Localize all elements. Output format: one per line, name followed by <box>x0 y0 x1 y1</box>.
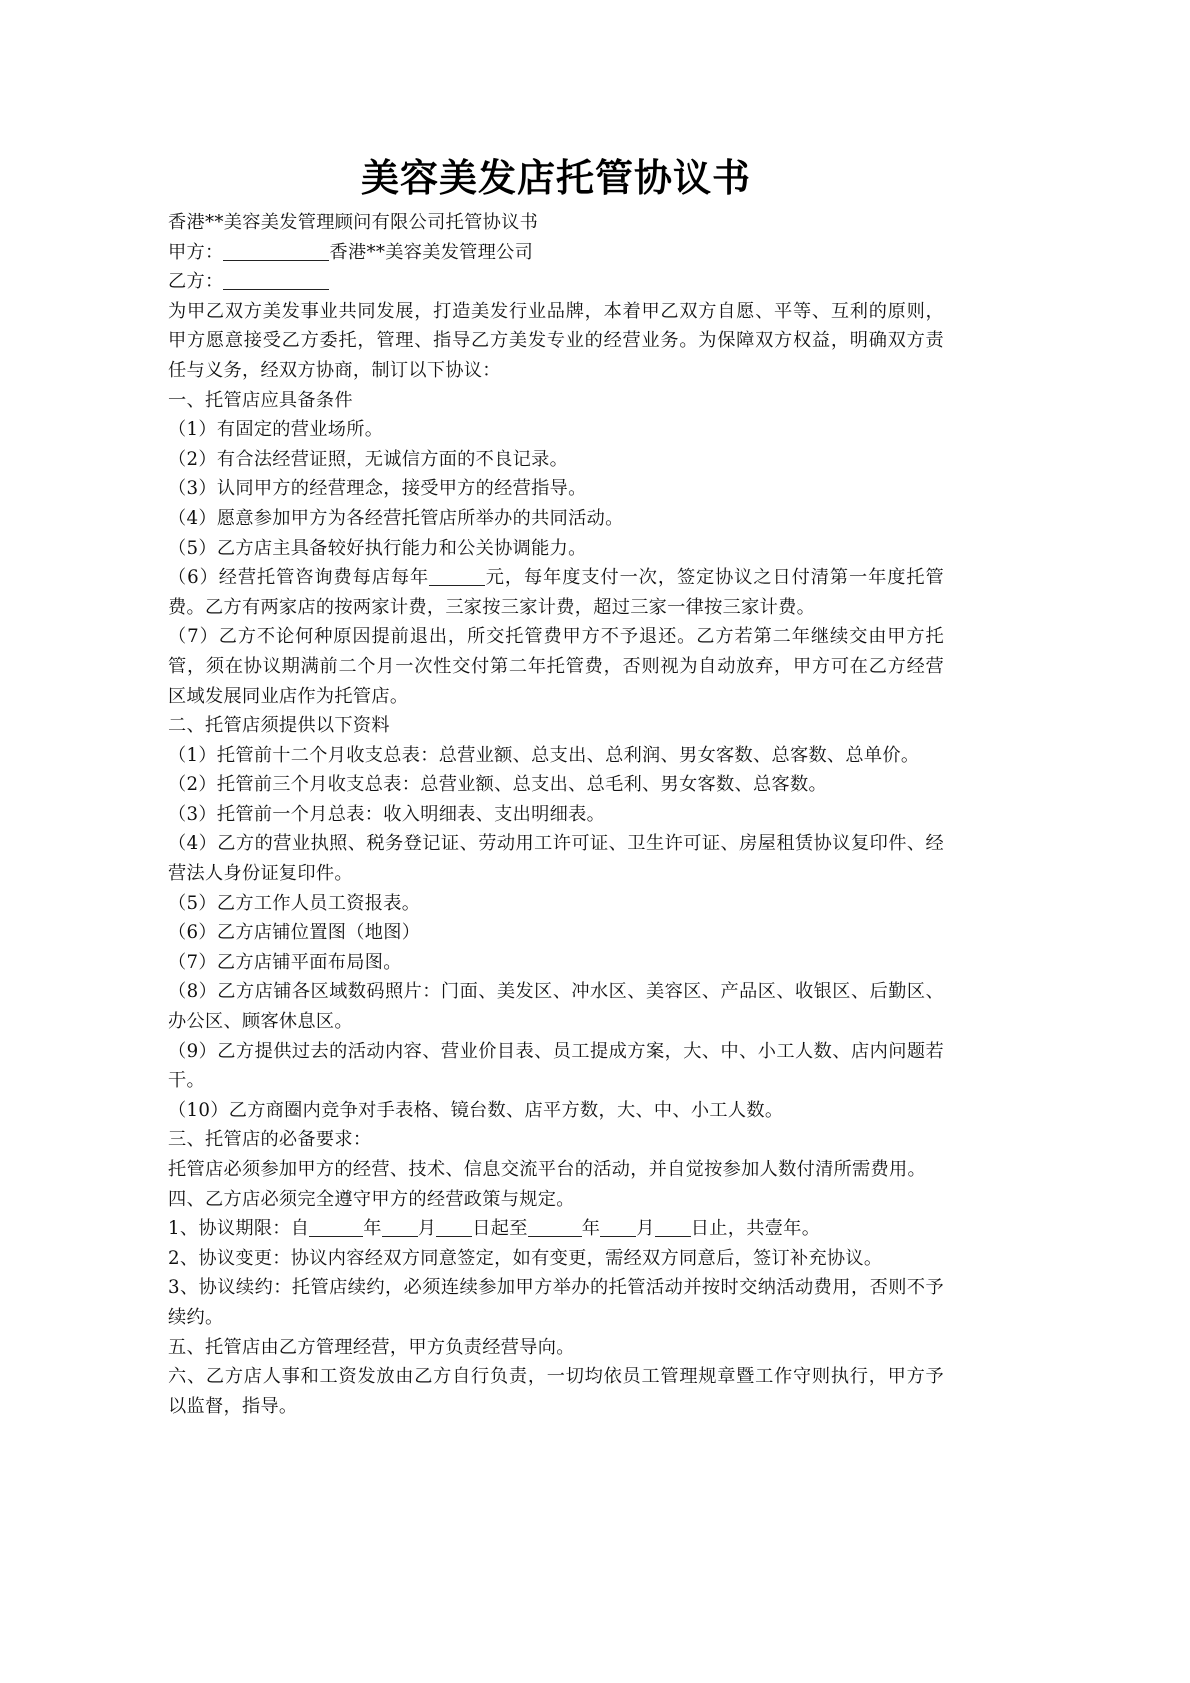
section-2-heading: 二、托管店须提供以下资料 <box>168 715 390 737</box>
section-3-body: 托管店必须参加甲方的经营、技术、信息交流平台的活动，并自觉按参加人数付清所需费用。 <box>168 1159 926 1180</box>
party-b-line <box>168 267 944 297</box>
document-page <box>168 150 944 1421</box>
term-month-2: 月 <box>636 1218 655 1240</box>
party-a-blank <box>223 240 329 261</box>
agreement-renewal-clause: 3、协议续约：托管店续约，必须连续参加甲方举办的托管活动并按时交纳活动费用，否则不予续约。 <box>168 1277 944 1328</box>
start-year-blank <box>309 1216 363 1237</box>
term-year-1: 年 <box>363 1218 382 1240</box>
section-4-heading: 四、乙方店必须完全遵守甲方的经营政策与规定。 <box>168 1188 575 1210</box>
section-5-heading: 五、托管店由乙方管理经营，甲方负责经营导向。 <box>168 1336 575 1358</box>
section-1-item: （3）认同甲方的经营理念，接受甲方的经营指导。 <box>168 478 587 500</box>
term-day-1: 日起至 <box>472 1218 528 1240</box>
section-1-item: （1）有固定的营业场所。 <box>168 419 384 441</box>
section-1-item: （4）愿意参加甲方为各经营托管店所举办的共同活动。 <box>168 507 624 529</box>
preamble-paragraph: 为甲乙双方美发事业共同发展，打造美发行业品牌，本着甲乙双方自愿、平等、互利的原则，甲方愿意接受乙方委托，管理、指导乙方美发专业的经营业务。为保障双方权益，明确双方责任与义务，经双方协商，制订以下协议： <box>168 300 944 381</box>
agreement-term-line <box>168 1214 944 1244</box>
fee-text-after: 元，每年度支付一次，签定协议之日付清第一年度托管费。乙方有两家店的按两家计费，三家按三家计费，超过三家一律按三家计费。 <box>168 567 945 618</box>
section-2-item: （2）托管前三个月收支总表：总营业额、总支出、总毛利、男女客数、总客数。 <box>168 774 827 796</box>
section-1-item-withdrawal: （7）乙方不论何种原因提前退出，所交托管费甲方不予退还。乙方若第二年继续交由甲方托管，须在协议期满前二个月一次性交付第二年托管费，否则视为自动放弃，甲方可在乙方经营区域发展同业店作为托管店。 <box>168 626 944 707</box>
end-year-blank <box>528 1216 582 1237</box>
section-1-item: （5）乙方店主具备较好执行能力和公关协调能力。 <box>168 537 587 559</box>
party-b-blank <box>223 269 329 290</box>
section-1-item-fee <box>168 563 944 622</box>
section-1-item: （2）有合法经营证照，无诚信方面的不良记录。 <box>168 448 569 470</box>
section-3-heading: 三、托管店的必备要求： <box>168 1129 372 1151</box>
fee-text-before: （6）经营托管咨询费每店每年 <box>168 567 430 589</box>
section-2-item: （3）托管前一个月总表：收入明细表、支出明细表。 <box>168 803 606 825</box>
party-a-label: 甲方： <box>168 241 224 263</box>
section-2-item: （5）乙方工作人员工资报表。 <box>168 892 421 914</box>
document-title: 美容美发店托管协议书 <box>360 156 751 200</box>
end-month-blank <box>600 1216 636 1237</box>
section-2-item: （10）乙方商圈内竞争对手表格、镜台数、店平方数，大、中、小工人数。 <box>168 1099 784 1121</box>
term-label: 1、协议期限：自 <box>168 1218 310 1240</box>
section-2-item: （4）乙方的营业执照、税务登记证、劳动用工许可证、卫生许可证、房屋租赁协议复印件、经营法人身份证复印件。 <box>168 833 944 885</box>
section-2-item: （9）乙方提供过去的活动内容、营业价目表、员工提成方案，大、中、小工人数、店内问题若干。 <box>168 1040 944 1092</box>
start-month-blank <box>382 1216 418 1237</box>
section-1-heading: 一、托管店应具备条件 <box>168 389 353 411</box>
section-2-item: （1）托管前十二个月收支总表：总营业额、总支出、总利润、男女客数、总客数、总单价。 <box>168 744 920 766</box>
start-day-blank <box>436 1216 472 1237</box>
section-2-item: （6）乙方店铺位置图（地图） <box>168 922 421 944</box>
section-2-item: （7）乙方店铺平面布局图。 <box>168 951 402 973</box>
section-2-item: （8）乙方店铺各区域数码照片：门面、美发区、冲水区、美容区、产品区、收银区、后勤区、办公区、顾客休息区。 <box>168 981 944 1033</box>
end-day-blank <box>655 1216 691 1237</box>
agreement-change-clause: 2、协议变更：协议内容经双方同意签定，如有变更，需经双方同意后，签订补充协议。 <box>168 1247 883 1269</box>
document-subtitle: 香港**美容美发管理顾问有限公司托管协议书 <box>168 212 539 233</box>
term-month-1: 月 <box>417 1218 437 1240</box>
party-a-line <box>168 238 944 268</box>
term-day-2: 日止，共壹年。 <box>690 1218 821 1240</box>
party-b-label: 乙方： <box>168 271 224 293</box>
fee-amount-blank <box>429 565 485 586</box>
term-year-2: 年 <box>581 1218 601 1240</box>
party-a-value: 香港**美容美发管理公司 <box>329 241 534 263</box>
section-6-heading: 六、乙方店人事和工资发放由乙方自行负责，一切均依员工管理规章暨工作守则执行，甲方予以监督，指导。 <box>168 1366 944 1417</box>
